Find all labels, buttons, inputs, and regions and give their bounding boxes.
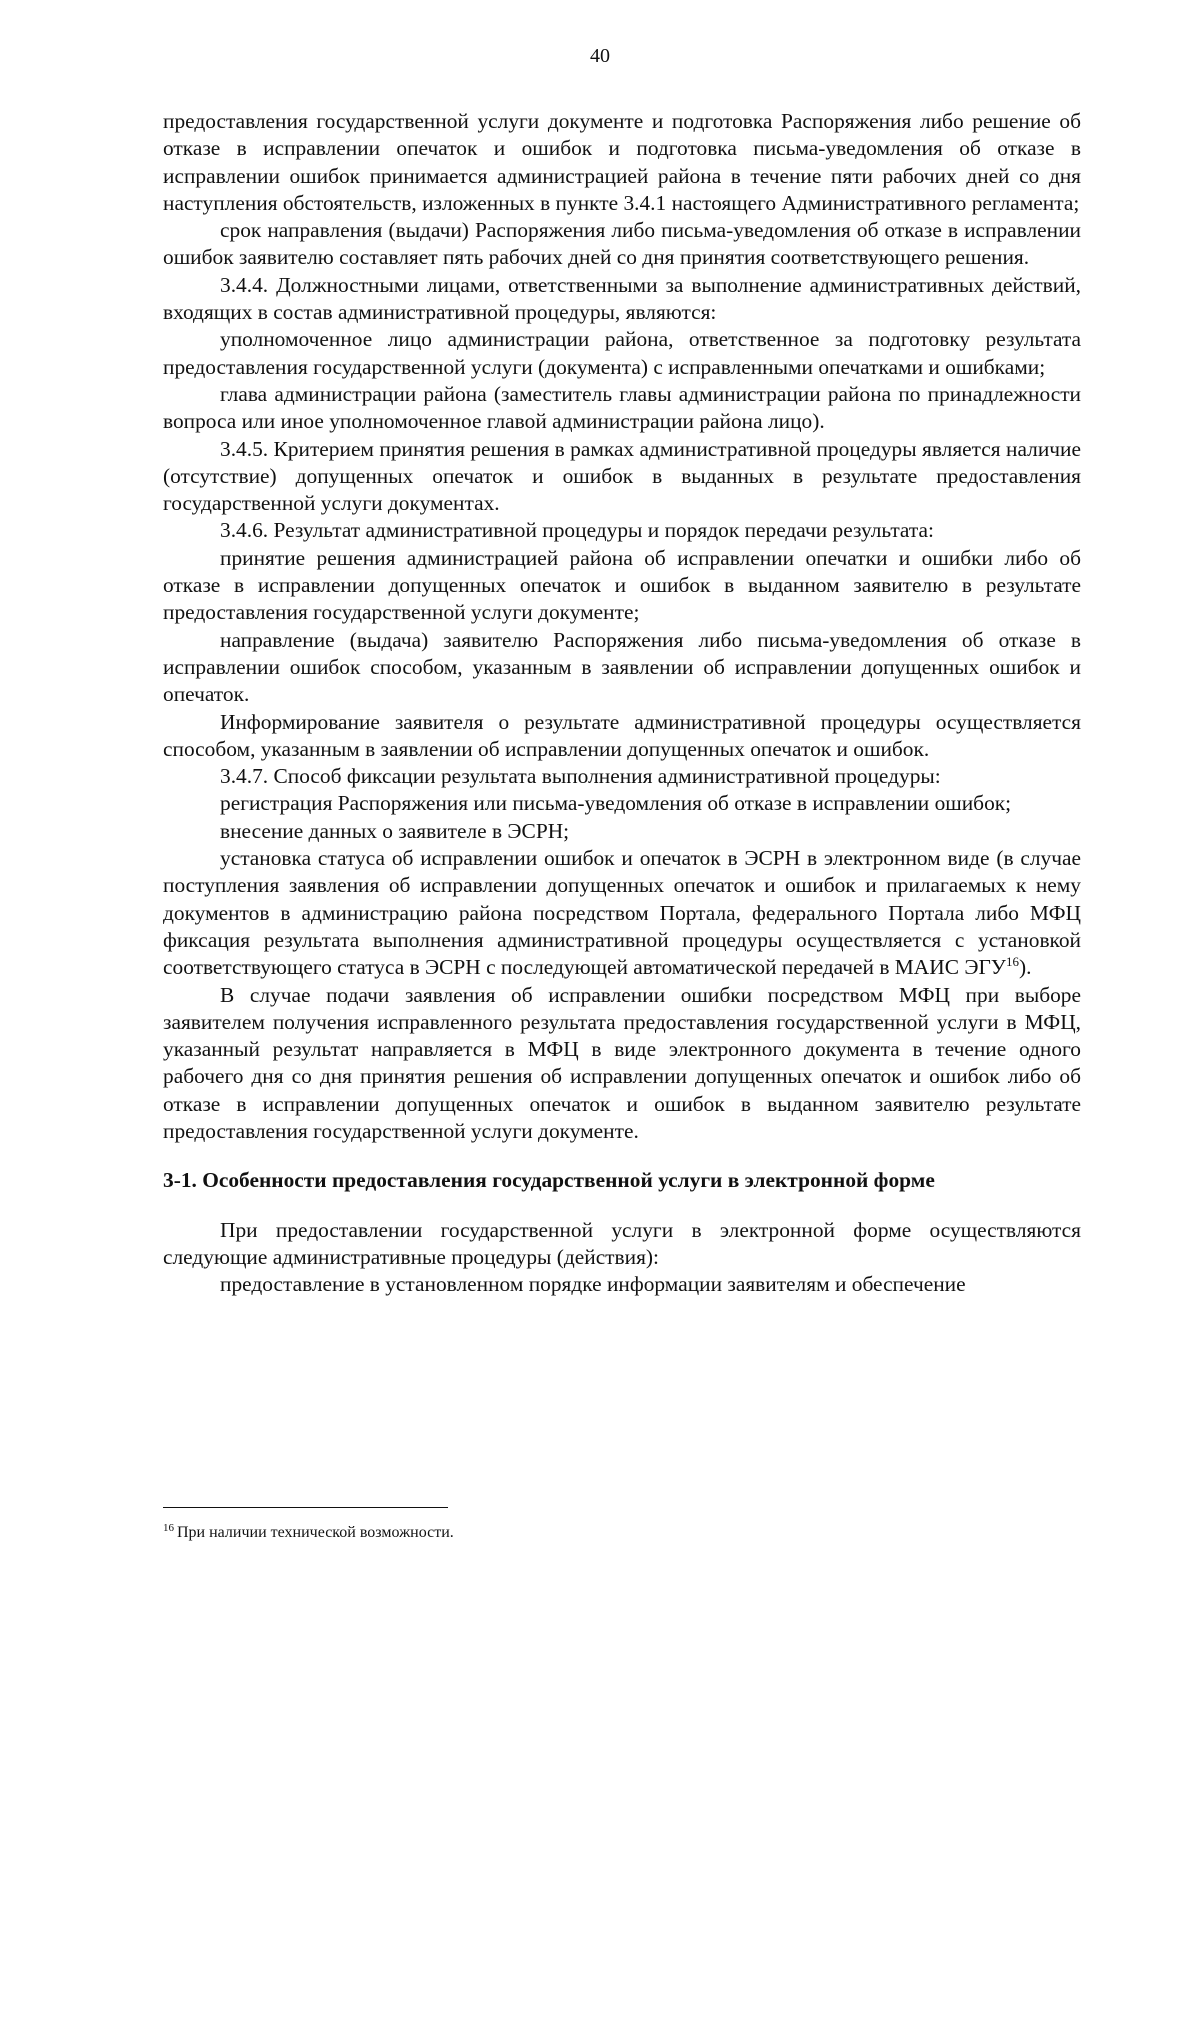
- body-text: [163, 108, 1081, 1298]
- paragraph-11: 3.4.7. Способ фиксации результата выполнения административной процедуры:: [220, 764, 941, 789]
- paragraph-15: В случае подачи заявления об исправлении ошибки посредством МФЦ при выборе заявителем получения исправленного результата предоставления государственной услуги в МФЦ, указанный результат направляется в МФЦ в виде электронного документа в течение одного рабочего дня со дня принятия решения об исправлении допущенных опечаток и ошибок либо об отказе в исправлении допущенных опечаток и ошибок в выданном заявителю результате предоставления государственной услуги документе.: [163, 982, 1081, 1143]
- paragraph-5: глава администрации района (заместитель главы администрации района по принадлежности вопроса или иное уполномоченное главой администрации района лицо).: [163, 381, 1081, 434]
- paragraph-4: уполномоченное лицо администрации района, ответственное за подготовку результата предоставления государственной услуги (документа) с исправленными опечатками и ошибками;: [163, 327, 1081, 379]
- paragraph-14-text: установка статуса об исправлении ошибок и опечаток в ЭСРН в электронном виде (в случае поступления заявления об исправлении допущенных опечаток и ошибок и прилагаемых к нему документов в администрацию района посредством Портала, федерального Портала либо МФЦ фиксация результата выполнения административной процедуры осуществляется с установкой соответствующего статуса в ЭСРН с последующей автоматической передачей в МАИС ЭГУ: [163, 846, 1081, 980]
- paragraph-14: [163, 845, 1081, 981]
- section-paragraph-1: При предоставлении государственной услуги в электронной форме осуществляются следующие административные процедуры (действия):: [163, 1217, 1081, 1269]
- section-paragraph-2: предоставление в установленном порядке информации заявителям и обеспечение: [220, 1272, 966, 1297]
- paragraph-7: 3.4.6. Результат административной процедуры и порядок передачи результата:: [220, 518, 934, 543]
- paragraph-13: внесение данных о заявителе в ЭСРН;: [220, 818, 570, 843]
- paragraph-14-tail: ).: [1018, 955, 1032, 980]
- paragraph-12: регистрация Распоряжения или письма-уведомления об отказе в исправлении ошибок;: [220, 791, 1012, 816]
- footnote-mark: 16: [163, 1521, 174, 1534]
- footnote-divider: [163, 1507, 448, 1508]
- section-heading: 3-1. Особенности предоставления государственной услуги в электронной форме: [163, 1168, 935, 1193]
- paragraph-3: 3.4.4. Должностными лицами, ответственными за выполнение административных действий, входящих в состав административной процедуры, являются:: [163, 272, 1081, 325]
- paragraph-9: направление (выдача) заявителю Распоряжения либо письма-уведомления об отказе в исправлении ошибок способом, указанным в заявлении об исправлении допущенных ошибок и опечаток.: [163, 627, 1081, 707]
- footnote-reference: 16: [1005, 954, 1019, 970]
- paragraph-6: 3.4.5. Критерием принятия решения в рамках административной процедуры является наличие (отсутствие) допущенных опечаток и ошибок в выданных в результате предоставления государственной услуги документах.: [163, 436, 1081, 516]
- footnote-text: При наличии технической возможности.: [177, 1524, 454, 1541]
- paragraph-10: Информирование заявителя о результате административной процедуры осуществляется способом, указанным в заявлении об исправлении допущенных опечаток и ошибок.: [163, 709, 1081, 761]
- footnote: [163, 1523, 1081, 1543]
- page-number: 40: [590, 45, 610, 67]
- paragraph-8: принятие решения администрацией района об исправлении опечатки и ошибки либо об отказе в исправлении допущенных опечаток и ошибок в выданном заявителю в результате предоставления государственной услуги документе;: [163, 545, 1081, 625]
- paragraph-2: срок направления (выдачи) Распоряжения либо письма-уведомления об отказе в исправлении ошибок заявителю составляет пять рабочих дней со дня принятия соответствующего решения.: [163, 218, 1081, 270]
- paragraph-1: предоставления государственной услуги документе и подготовка Распоряжения либо решение об отказе в исправлении опечаток и ошибок и подготовка письма-уведомления об отказе в исправлении ошибок принимается администрацией района в течение пяти рабочих дней со дня наступления обстоятельств, изложенных в пункте 3.4.1 настоящего Административного регламента;: [163, 109, 1081, 215]
